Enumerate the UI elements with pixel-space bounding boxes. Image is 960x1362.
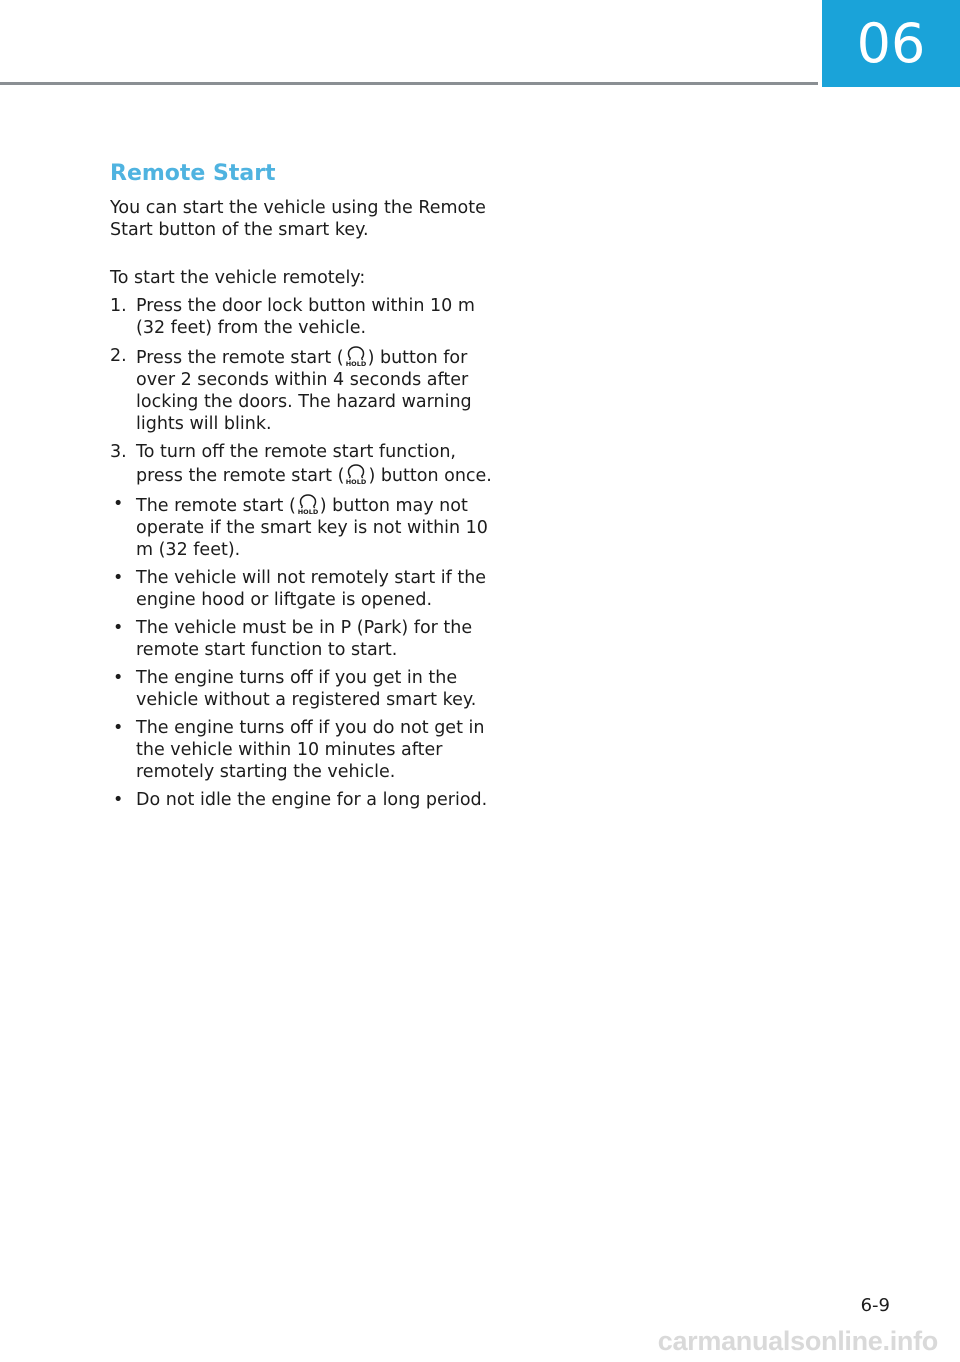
lead-paragraph: To start the vehicle remotely:: [110, 268, 366, 288]
chapter-number: 06: [856, 11, 926, 75]
bullet-item: [110, 617, 500, 661]
header-rule: [0, 82, 818, 85]
bullet-text: The vehicle must be in P (Park) for the remote start function to start.: [136, 618, 473, 660]
step-item: [110, 295, 500, 339]
step-number: 1.: [110, 296, 127, 316]
step-text-after: ) button for over 2 seconds within 4 seconds after locking the doors. The hazard warning lights will blink.: [136, 348, 472, 434]
hold-label: HOLD: [345, 360, 366, 367]
bullet-item: [110, 667, 500, 711]
bullet-text: The engine turns off if you get in the vehicle without a registered smart key.: [136, 668, 477, 710]
remote-start-hold-icon: [344, 345, 368, 367]
chapter-tab: [822, 0, 960, 87]
bullet-item: [110, 567, 500, 611]
step-item: [110, 441, 500, 487]
remote-start-hold-icon: [344, 463, 368, 485]
bullet-text-after: ) button may not operate if the smart key is not within 10 m (32 feet).: [136, 496, 488, 560]
content: [110, 160, 500, 817]
page-number: 6-9: [860, 1295, 890, 1316]
bullet-marker: •: [113, 668, 124, 688]
bullet-item: [110, 493, 500, 561]
step-number: 2.: [110, 346, 127, 366]
remote-start-hold-icon: [296, 493, 320, 515]
intro-paragraph: You can start the vehicle using the Remote Start button of the smart key.: [110, 198, 486, 240]
bullet-item: [110, 789, 500, 811]
section-title: Remote Start: [110, 161, 276, 186]
hold-label: HOLD: [297, 508, 319, 515]
bullet-text: The vehicle will not remotely start if the engine hood or liftgate is opened.: [136, 568, 487, 610]
step-text-before: Press the remote start (: [136, 348, 344, 368]
bullet-item: [110, 717, 500, 783]
hold-label: HOLD: [346, 478, 367, 485]
bullet-marker: •: [113, 568, 124, 588]
bullet-marker: •: [113, 618, 124, 638]
step-text-before: To turn off the remote start function, press the remote start (: [136, 442, 456, 486]
bullet-text: The engine turns off if you do not get in the vehicle within 10 minutes after remotely starting the vehicle.: [136, 718, 485, 782]
bullet-text: Do not idle the engine for a long period.: [136, 790, 488, 810]
step-item: [110, 345, 500, 435]
bullet-marker: •: [113, 790, 124, 810]
watermark: carmanualsonline.info: [657, 1326, 938, 1356]
bullet-marker: •: [113, 718, 124, 738]
bullet-marker: •: [113, 494, 124, 514]
step-text-after: ) button once.: [368, 466, 492, 486]
step-number: 3.: [110, 442, 127, 462]
bullet-text-before: The remote start (: [136, 496, 296, 516]
step-text: Press the door lock button within 10 m (32 feet) from the vehicle.: [136, 296, 475, 338]
